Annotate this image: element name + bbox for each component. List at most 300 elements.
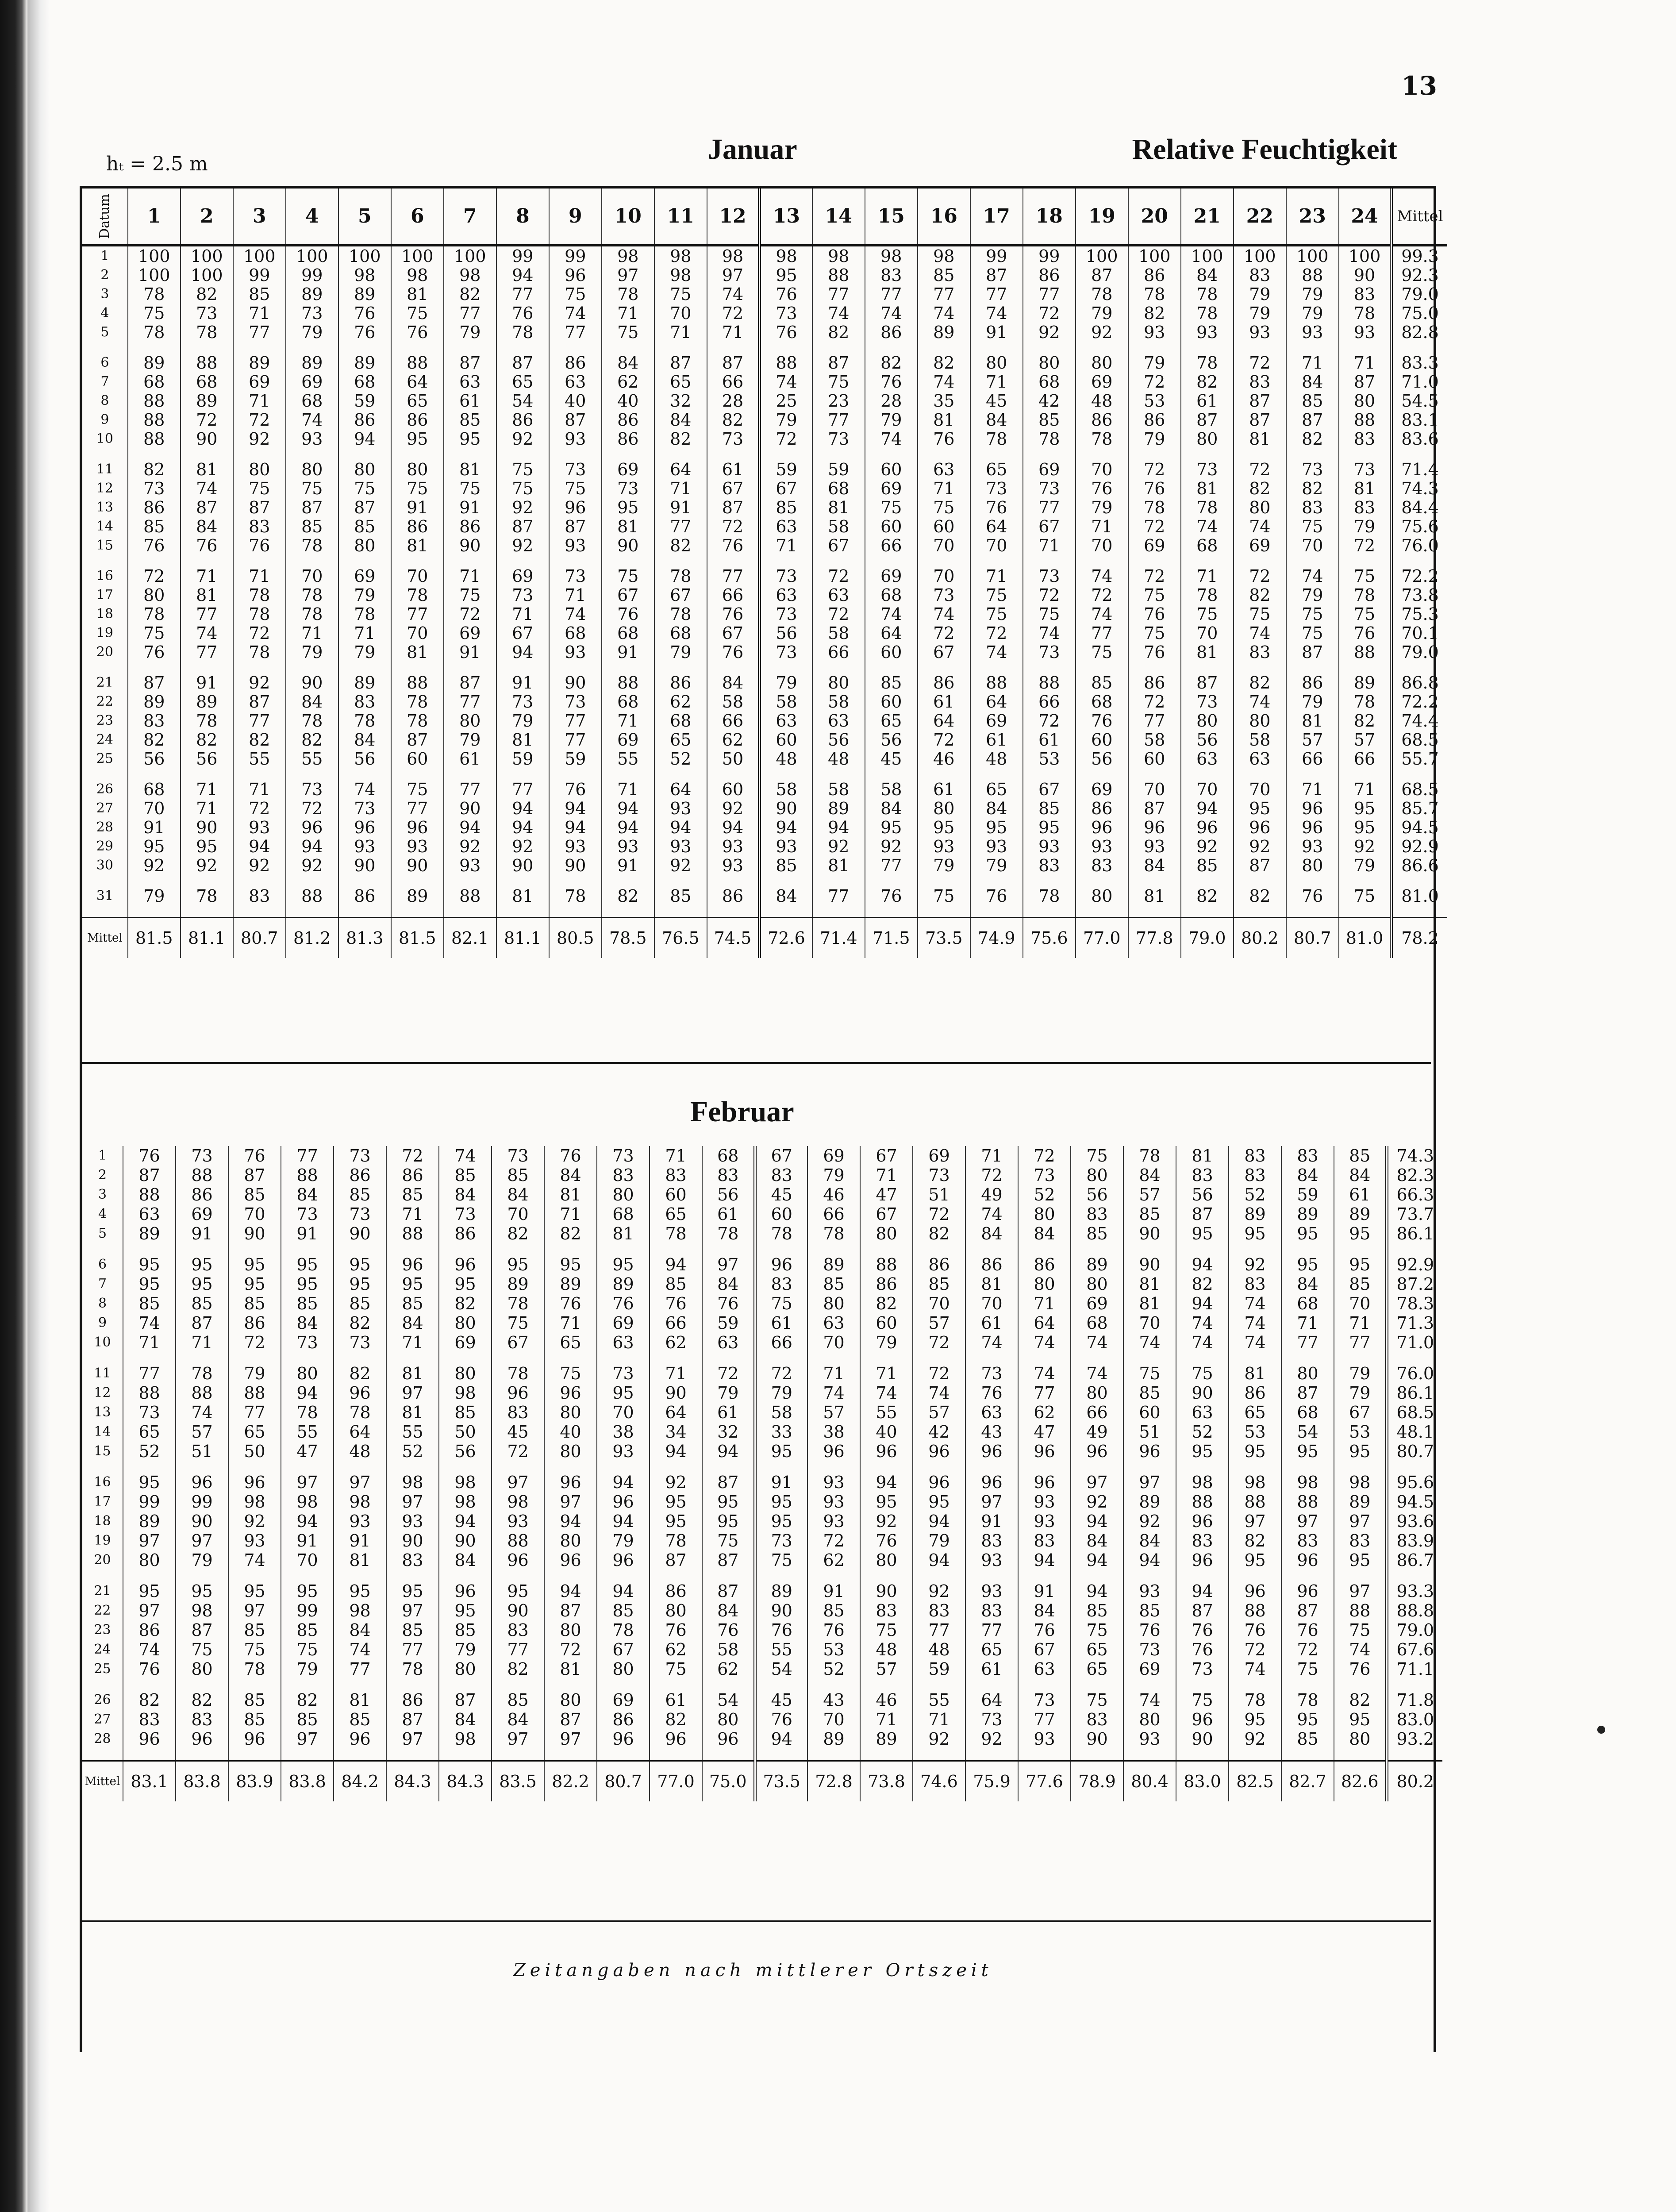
gap-cell <box>812 342 865 353</box>
gap-cell <box>760 768 812 780</box>
humidity-cell: 80 <box>338 460 391 479</box>
humidity-cell: 72 <box>286 799 338 818</box>
humidity-cell: 74 <box>812 304 865 323</box>
humidity-cell: 84 <box>965 1224 1018 1243</box>
humidity-cell: 96 <box>544 1473 597 1492</box>
humidity-cell: 69 <box>1076 780 1128 799</box>
humidity-cell: 82 <box>334 1313 386 1333</box>
gap-cell <box>82 662 128 673</box>
humidity-cell: 94 <box>544 1581 597 1601</box>
gap-cell <box>1234 662 1286 673</box>
gap-cell <box>439 1570 492 1581</box>
gap-cell <box>1181 448 1234 460</box>
humidity-cell: 86 <box>1128 410 1181 429</box>
humidity-cell: 57 <box>1286 730 1339 749</box>
humidity-cell: 48 <box>760 749 812 768</box>
gap-cell <box>760 555 812 566</box>
humidity-cell: 61 <box>965 1659 1018 1679</box>
day-cell: 5 <box>100 324 109 340</box>
humidity-cell: 71 <box>965 1146 1018 1166</box>
row-group-gap <box>82 448 1447 460</box>
humidity-cell: 98 <box>760 246 812 266</box>
gap-cell <box>865 448 918 460</box>
humidity-cell: 57 <box>913 1403 965 1422</box>
humidity-cell: 96 <box>650 1729 702 1749</box>
humidity-cell: 60 <box>650 1185 702 1204</box>
humidity-cell: 91 <box>970 323 1023 342</box>
humidity-cell: 93 <box>286 429 338 448</box>
hourly-mean-cell: 75.9 <box>965 1761 1018 1802</box>
humidity-cell: 75 <box>1128 623 1181 642</box>
humidity-cell: 82 <box>812 323 865 342</box>
gap-cell <box>82 342 128 353</box>
humidity-cell: 85 <box>123 1294 176 1313</box>
gap-cell <box>386 1461 439 1473</box>
humidity-cell: 67 <box>597 1640 650 1659</box>
humidity-cell: 76 <box>760 323 812 342</box>
day-cell: 20 <box>94 1552 111 1568</box>
humidity-cell: 83 <box>965 1531 1018 1550</box>
humidity-cell: 71 <box>602 304 654 323</box>
humidity-cell: 81 <box>965 1274 1018 1294</box>
humidity-cell: 75 <box>391 304 444 323</box>
humidity-cell: 75 <box>281 1640 334 1659</box>
humidity-cell: 69 <box>602 460 654 479</box>
gap-cell <box>82 1749 123 1761</box>
humidity-cell: 80 <box>1071 1166 1123 1185</box>
gap-cell <box>82 1570 123 1581</box>
humidity-cell: 97 <box>123 1601 176 1620</box>
humidity-cell: 83 <box>965 1601 1018 1620</box>
gap-cell <box>1286 875 1339 886</box>
humidity-cell: 74 <box>1176 1313 1229 1333</box>
humidity-cell: 75 <box>1176 1690 1229 1710</box>
gap-cell <box>1334 1570 1387 1581</box>
table-row <box>82 623 1447 642</box>
gap-cell <box>602 662 654 673</box>
humidity-cell: 60 <box>1128 749 1181 768</box>
humidity-cell: 56 <box>1176 1185 1229 1204</box>
humidity-cell: 90 <box>228 1224 281 1243</box>
gap-cell <box>760 662 812 673</box>
humidity-cell: 64 <box>334 1422 386 1442</box>
humidity-cell: 74 <box>913 1383 965 1403</box>
table-row <box>82 498 1447 517</box>
gap-cell <box>439 1749 492 1761</box>
humidity-cell: 86 <box>1076 410 1128 429</box>
humidity-cell: 78 <box>181 886 233 905</box>
humidity-cell: 63 <box>760 585 812 604</box>
gap-cell <box>965 1570 1018 1581</box>
humidity-cell: 76 <box>1281 1620 1334 1640</box>
humidity-cell: 68 <box>602 623 654 642</box>
humidity-cell: 77 <box>444 780 496 799</box>
humidity-cell: 90 <box>650 1383 702 1403</box>
humidity-cell: 70 <box>1076 460 1128 479</box>
humidity-cell: 94 <box>755 1729 807 1749</box>
humidity-cell: 60 <box>391 749 444 768</box>
humidity-cell: 60 <box>918 517 970 536</box>
humidity-cell: 90 <box>1176 1729 1229 1749</box>
hour-header: 19 <box>1076 189 1128 246</box>
humidity-cell: 80 <box>1076 886 1128 905</box>
daily-mean-cell: 72.2 <box>1392 692 1447 711</box>
humidity-cell: 76 <box>970 886 1023 905</box>
gap-cell <box>602 342 654 353</box>
gap-cell <box>444 555 496 566</box>
humidity-cell: 85 <box>334 1710 386 1729</box>
humidity-cell: 88 <box>1339 410 1392 429</box>
gap-cell <box>1071 1243 1123 1255</box>
day-cell: 23 <box>96 712 113 728</box>
humidity-cell: 97 <box>602 265 654 285</box>
humidity-cell: 78 <box>181 711 233 730</box>
humidity-cell: 84 <box>1018 1601 1071 1620</box>
gap-cell <box>918 875 970 886</box>
humidity-cell: 81 <box>391 285 444 304</box>
humidity-cell: 69 <box>444 623 496 642</box>
humidity-cell: 79 <box>176 1550 228 1570</box>
humidity-cell: 76 <box>965 1383 1018 1403</box>
gap-cell <box>918 662 970 673</box>
hourly-mean-cell: 78.9 <box>1071 1761 1123 1802</box>
humidity-cell: 59 <box>496 749 549 768</box>
day-cell: 27 <box>96 800 113 816</box>
humidity-cell: 91 <box>602 856 654 875</box>
humidity-cell: 92 <box>1123 1512 1176 1531</box>
humidity-cell: 80 <box>597 1185 650 1204</box>
humidity-cell: 76 <box>1076 479 1128 498</box>
humidity-cell: 83 <box>865 265 918 285</box>
humidity-cell: 70 <box>1128 780 1181 799</box>
humidity-cell: 56 <box>439 1442 492 1461</box>
humidity-cell: 99 <box>286 265 338 285</box>
humidity-cell: 73 <box>597 1364 650 1383</box>
humidity-cell: 75 <box>918 498 970 517</box>
humidity-cell: 85 <box>1123 1383 1176 1403</box>
humidity-cell: 89 <box>128 692 181 711</box>
humidity-cell: 93 <box>391 837 444 856</box>
humidity-cell: 93 <box>1018 1492 1071 1512</box>
humidity-cell: 98 <box>439 1383 492 1403</box>
humidity-cell: 80 <box>860 1550 913 1570</box>
humidity-cell: 78 <box>391 585 444 604</box>
humidity-cell: 95 <box>970 818 1023 837</box>
gap-cell <box>549 905 602 918</box>
humidity-cell: 91 <box>807 1581 860 1601</box>
gap-cell <box>1392 875 1447 886</box>
humidity-cell: 92 <box>865 837 918 856</box>
humidity-cell: 94 <box>597 1473 650 1492</box>
humidity-cell: 74 <box>1071 1333 1123 1352</box>
gap-cell <box>860 1461 913 1473</box>
humidity-cell: 92 <box>1339 837 1392 856</box>
humidity-cell: 75 <box>391 780 444 799</box>
humidity-cell: 78 <box>1229 1690 1281 1710</box>
humidity-cell: 99 <box>123 1492 176 1512</box>
humidity-cell: 85 <box>228 1294 281 1313</box>
humidity-cell: 90 <box>181 429 233 448</box>
gap-cell <box>492 1461 544 1473</box>
gap-cell <box>181 662 233 673</box>
hourly-mean-cell: 81.5 <box>128 918 181 958</box>
gap-cell <box>1123 1461 1176 1473</box>
humidity-cell: 95 <box>444 429 496 448</box>
humidity-cell: 98 <box>439 1729 492 1749</box>
humidity-cell: 73 <box>1286 460 1339 479</box>
humidity-cell: 72 <box>1234 566 1286 585</box>
hourly-mean-cell: 72.6 <box>760 918 812 958</box>
gap-cell <box>386 1570 439 1581</box>
humidity-cell: 48 <box>860 1640 913 1659</box>
humidity-cell: 98 <box>391 265 444 285</box>
humidity-cell: 91 <box>965 1512 1018 1531</box>
humidity-cell: 88 <box>1229 1492 1281 1512</box>
gap-cell <box>1176 1352 1229 1364</box>
humidity-cell: 87 <box>233 692 286 711</box>
humidity-cell: 73 <box>128 479 181 498</box>
day-cell: 3 <box>98 1187 107 1202</box>
humidity-cell: 79 <box>338 585 391 604</box>
table-row <box>82 353 1447 372</box>
table-row <box>82 1185 1442 1204</box>
humidity-cell: 87 <box>1281 1601 1334 1620</box>
humidity-cell: 94 <box>1176 1581 1229 1601</box>
humidity-cell: 25 <box>760 391 812 410</box>
humidity-cell: 87 <box>123 1166 176 1185</box>
gap-cell <box>1123 1749 1176 1761</box>
gap-cell <box>755 1679 807 1690</box>
humidity-cell: 94 <box>650 1442 702 1461</box>
humidity-cell: 81 <box>334 1690 386 1710</box>
humidity-cell: 32 <box>702 1422 755 1442</box>
humidity-cell: 70 <box>1181 623 1234 642</box>
humidity-cell: 74 <box>1229 1659 1281 1679</box>
day-cell: 24 <box>96 731 113 747</box>
humidity-cell: 65 <box>123 1422 176 1442</box>
humidity-cell: 75 <box>654 285 707 304</box>
humidity-cell: 74 <box>1334 1640 1387 1659</box>
humidity-cell: 93 <box>1018 1512 1071 1531</box>
humidity-cell: 74 <box>707 285 760 304</box>
humidity-cell: 79 <box>128 886 181 905</box>
gap-cell <box>228 1570 281 1581</box>
humidity-cell: 80 <box>650 1601 702 1620</box>
humidity-cell: 59 <box>812 460 865 479</box>
humidity-cell: 80 <box>1076 353 1128 372</box>
humidity-cell: 68 <box>1281 1294 1334 1313</box>
humidity-cell: 94 <box>1181 799 1234 818</box>
gap-cell <box>544 1570 597 1581</box>
humidity-cell: 73 <box>970 479 1023 498</box>
humidity-cell: 72 <box>1128 692 1181 711</box>
humidity-cell: 84 <box>1334 1166 1387 1185</box>
humidity-cell: 100 <box>128 265 181 285</box>
table-row <box>82 1383 1442 1403</box>
table-row <box>82 711 1447 730</box>
humidity-cell: 73 <box>918 585 970 604</box>
gap-cell <box>549 768 602 780</box>
humidity-cell: 75 <box>492 1313 544 1333</box>
humidity-cell: 67 <box>492 1333 544 1352</box>
humidity-cell: 78 <box>334 1403 386 1422</box>
humidity-cell: 95 <box>439 1274 492 1294</box>
humidity-cell: 88 <box>391 353 444 372</box>
humidity-cell: 74 <box>1071 1364 1123 1383</box>
humidity-cell: 81 <box>1286 711 1339 730</box>
gap-cell <box>1286 768 1339 780</box>
humidity-cell: 74 <box>970 642 1023 662</box>
humidity-cell: 77 <box>233 323 286 342</box>
humidity-cell: 55 <box>913 1690 965 1710</box>
humidity-cell: 65 <box>970 460 1023 479</box>
humidity-cell: 71 <box>544 1313 597 1333</box>
gap-cell <box>702 1679 755 1690</box>
table-row <box>82 837 1447 856</box>
humidity-cell: 63 <box>549 372 602 391</box>
gap-cell <box>1023 448 1076 460</box>
gap-cell <box>602 875 654 886</box>
daily-mean-cell: 54.5 <box>1392 391 1447 410</box>
daily-mean-cell: 71.8 <box>1387 1690 1442 1710</box>
humidity-cell: 87 <box>650 1550 702 1570</box>
humidity-cell: 60 <box>865 517 918 536</box>
humidity-cell: 84 <box>702 1274 755 1294</box>
humidity-cell: 73 <box>338 799 391 818</box>
humidity-cell: 96 <box>597 1492 650 1512</box>
daily-mean-cell: 75.6 <box>1392 517 1447 536</box>
humidity-cell: 76 <box>602 604 654 623</box>
humidity-cell: 90 <box>444 536 496 555</box>
gap-cell <box>654 875 707 886</box>
gap-cell <box>1181 768 1234 780</box>
humidity-cell: 76 <box>1128 642 1181 662</box>
daily-mean-cell: 72.2 <box>1392 566 1447 585</box>
monthly-mean-cell: 78.2 <box>1392 918 1447 958</box>
humidity-cell: 79 <box>760 673 812 692</box>
gap-cell <box>1234 768 1286 780</box>
humidity-cell: 80 <box>1018 1274 1071 1294</box>
humidity-cell: 91 <box>334 1531 386 1550</box>
gap-cell <box>82 555 128 566</box>
humidity-cell: 93 <box>1181 323 1234 342</box>
humidity-cell: 98 <box>707 246 760 266</box>
gap-cell <box>1181 875 1234 886</box>
humidity-cell: 64 <box>654 460 707 479</box>
humidity-cell: 57 <box>1339 730 1392 749</box>
humidity-cell: 83 <box>123 1710 176 1729</box>
gap-cell <box>755 1461 807 1473</box>
gap-cell <box>602 768 654 780</box>
humidity-cell: 62 <box>702 1659 755 1679</box>
humidity-cell: 77 <box>970 285 1023 304</box>
table-row <box>82 1255 1442 1274</box>
table-row <box>82 886 1447 905</box>
gap-cell <box>181 555 233 566</box>
humidity-cell: 87 <box>654 353 707 372</box>
humidity-cell: 74 <box>1181 517 1234 536</box>
humidity-cell: 89 <box>286 285 338 304</box>
humidity-cell: 60 <box>1076 730 1128 749</box>
humidity-cell: 96 <box>1071 1442 1123 1461</box>
gap-cell <box>338 768 391 780</box>
daily-mean-cell: 88.8 <box>1387 1601 1442 1620</box>
table-row <box>82 1492 1442 1512</box>
gap-cell <box>1286 448 1339 460</box>
humidity-cell: 67 <box>1334 1403 1387 1422</box>
humidity-cell: 77 <box>391 604 444 623</box>
humidity-cell: 91 <box>128 818 181 837</box>
gap-cell <box>228 1352 281 1364</box>
humidity-cell: 96 <box>1281 1581 1334 1601</box>
humidity-cell: 90 <box>181 818 233 837</box>
day-cell: 21 <box>96 674 113 690</box>
humidity-cell: 95 <box>1229 1550 1281 1570</box>
humidity-cell: 69 <box>865 479 918 498</box>
humidity-cell: 47 <box>281 1442 334 1461</box>
humidity-cell: 75 <box>286 479 338 498</box>
gap-cell <box>444 662 496 673</box>
daily-mean-cell: 83.0 <box>1387 1710 1442 1729</box>
humidity-cell: 65 <box>1229 1403 1281 1422</box>
humidity-cell: 96 <box>1176 1550 1229 1570</box>
humidity-cell: 92 <box>233 673 286 692</box>
humidity-cell: 76 <box>760 285 812 304</box>
humidity-cell: 88 <box>1229 1601 1281 1620</box>
humidity-cell: 68 <box>812 479 865 498</box>
humidity-cell: 83 <box>860 1601 913 1620</box>
humidity-cell: 95 <box>602 498 654 517</box>
humidity-cell: 56 <box>702 1185 755 1204</box>
humidity-cell: 62 <box>654 692 707 711</box>
humidity-cell: 85 <box>1334 1274 1387 1294</box>
humidity-cell: 90 <box>338 856 391 875</box>
humidity-cell: 28 <box>707 391 760 410</box>
humidity-cell: 91 <box>444 498 496 517</box>
hourly-mean-cell: 80.2 <box>1234 918 1286 958</box>
humidity-cell: 42 <box>913 1422 965 1442</box>
humidity-cell: 95 <box>1281 1442 1334 1461</box>
hourly-mean-cell: 80.7 <box>1286 918 1339 958</box>
gap-cell <box>1181 555 1234 566</box>
gap-cell <box>702 1749 755 1761</box>
humidity-cell: 82 <box>334 1364 386 1383</box>
humidity-cell: 94 <box>650 1255 702 1274</box>
humidity-cell: 69 <box>602 730 654 749</box>
hourly-mean-cell: 80.7 <box>597 1761 650 1802</box>
humidity-cell: 96 <box>176 1473 228 1492</box>
humidity-cell: 87 <box>1234 391 1286 410</box>
humidity-cell: 99 <box>549 246 602 266</box>
humidity-cell: 96 <box>702 1729 755 1749</box>
humidity-cell: 70 <box>492 1204 544 1224</box>
humidity-cell: 96 <box>544 1383 597 1403</box>
day-cell: 2 <box>98 1167 107 1183</box>
humidity-cell: 88 <box>228 1383 281 1403</box>
humidity-cell: 80 <box>1018 1204 1071 1224</box>
humidity-cell: 83 <box>1286 498 1339 517</box>
humidity-cell: 74 <box>1286 566 1339 585</box>
humidity-cell: 89 <box>860 1729 913 1749</box>
humidity-cell: 85 <box>1286 391 1339 410</box>
daily-mean-cell: 66.3 <box>1387 1185 1442 1204</box>
humidity-cell: 88 <box>281 1166 334 1185</box>
humidity-cell: 87 <box>702 1581 755 1601</box>
humidity-cell: 81 <box>1339 479 1392 498</box>
humidity-cell: 60 <box>860 1313 913 1333</box>
gap-cell <box>128 448 181 460</box>
humidity-cell: 87 <box>181 498 233 517</box>
